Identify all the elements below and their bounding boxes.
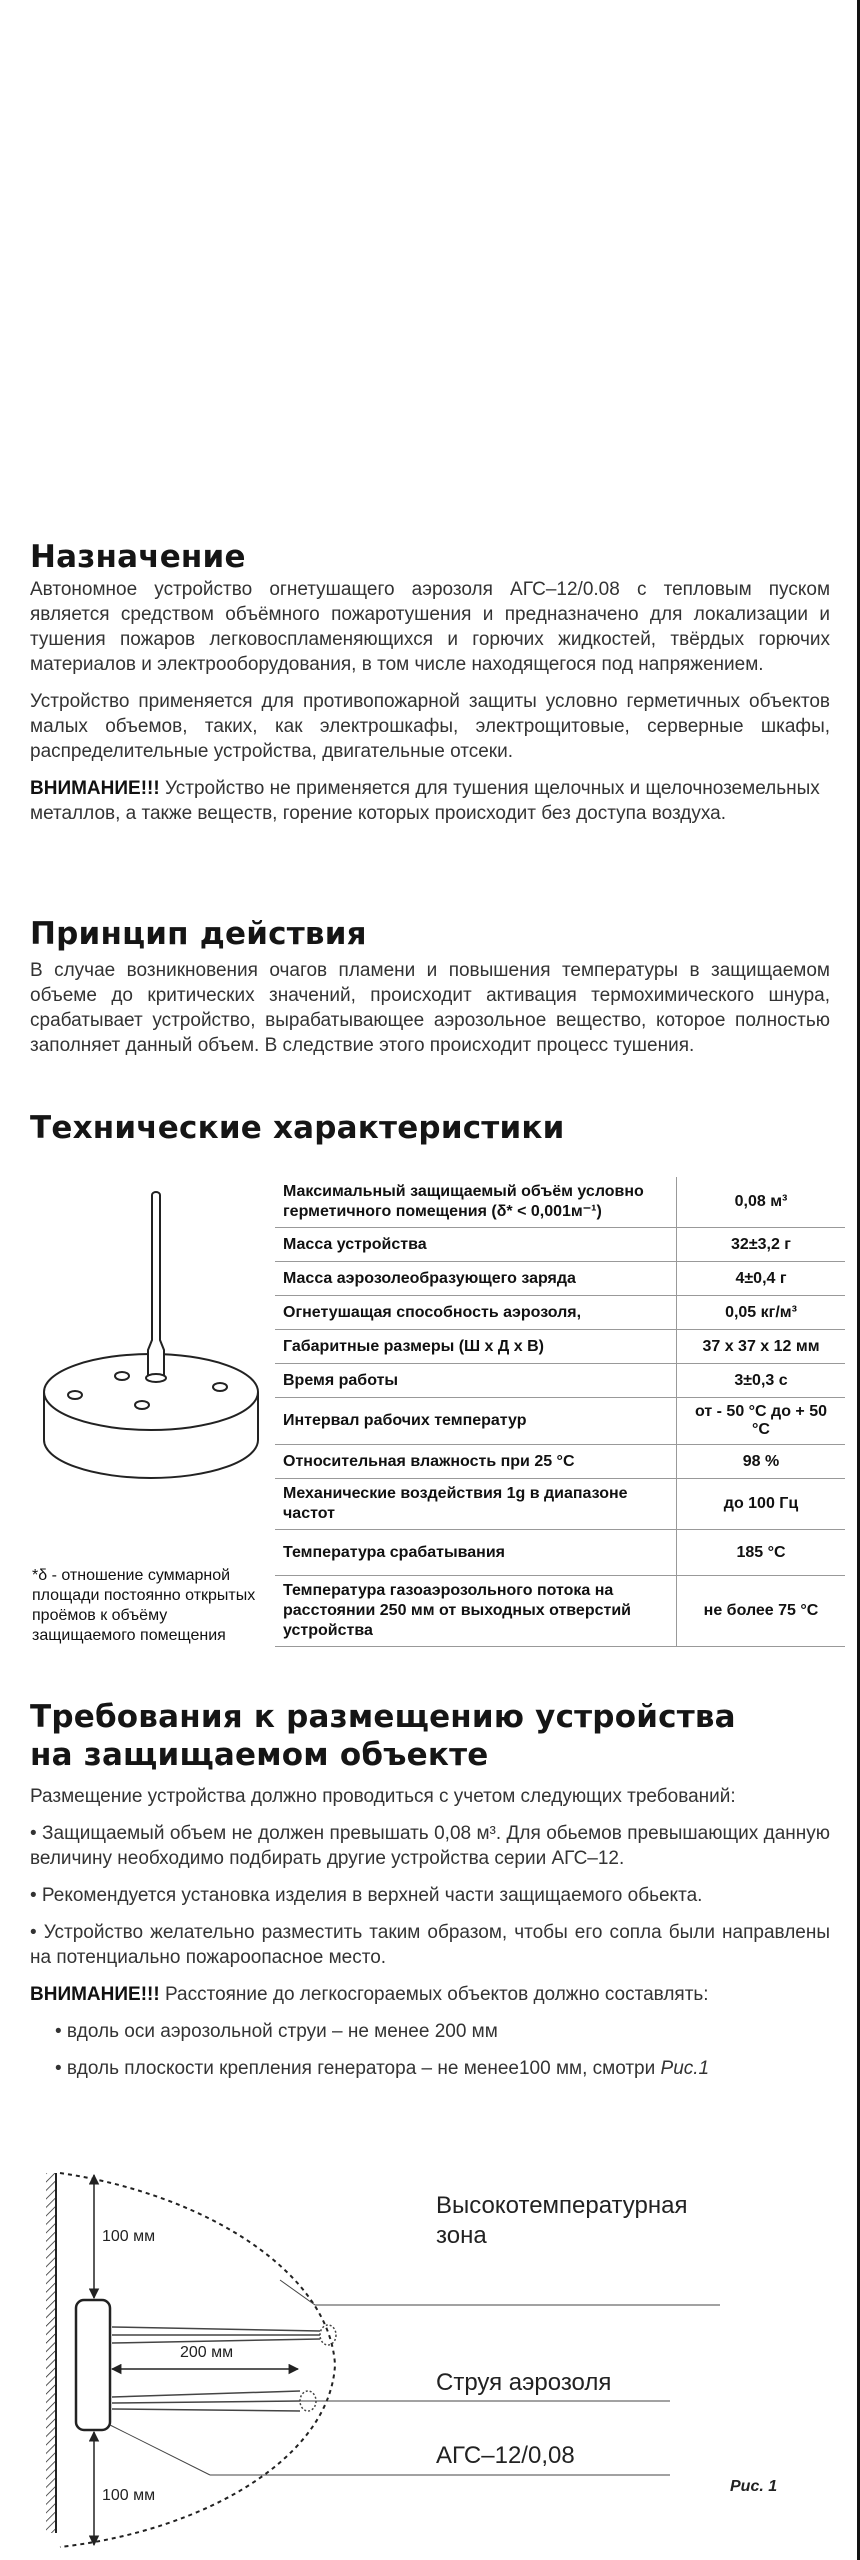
figure-caption: Рис. 1 bbox=[730, 2478, 778, 2495]
spec-value: 98 % bbox=[677, 1445, 846, 1479]
table-row bbox=[275, 1398, 845, 1445]
label-device: АГС–12/0,08 bbox=[436, 2442, 575, 2469]
list-item: • Рекомендуется установка изделия в верхней части защищаемого обьекта. bbox=[30, 1885, 703, 1906]
spec-name: Температура газоаэрозольного потока на расстоянии 250 мм от выходных отверстий устройства bbox=[275, 1576, 677, 1647]
table-row bbox=[275, 1530, 845, 1576]
section-specs bbox=[30, 1108, 830, 1148]
table-row bbox=[275, 1262, 845, 1296]
warning-paragraph bbox=[30, 776, 830, 826]
device-illustration bbox=[30, 1180, 270, 1620]
dimension-bottom: 100 мм bbox=[102, 2487, 156, 2504]
spec-name: Огнетушащая способность аэрозоля, bbox=[275, 1296, 677, 1330]
specs-table bbox=[275, 1177, 845, 1647]
spec-value: до 100 Гц bbox=[677, 1479, 846, 1530]
spec-value: 0,08 м³ bbox=[677, 1177, 846, 1228]
spec-name: Максимальный защищаемый объём условно герметичного помещения (δ* < 0,001м⁻¹) bbox=[275, 1177, 677, 1228]
paragraph: Устройство применяется для противопожарной защиты условно герметичных объектов малых объемов, таких, как электрошкафы, электрощитовые, серверные шкафы, распределительные устройства, двигательные отсеки. bbox=[30, 691, 830, 762]
label-high-temp-zone-line1: Высокотемпературная bbox=[436, 2192, 688, 2219]
list-item: • Защищаемый объем не должен превышать 0,08 м³. Для обьемов превышающих данную величину необходимо подбирать другие устройства серии АГС–12. bbox=[30, 1823, 830, 1869]
spec-value: от - 50 °С до + 50 °С bbox=[677, 1398, 846, 1445]
warning-text: Расстояние до легкосгораемых объектов должно составлять: bbox=[159, 1984, 709, 2005]
table-row bbox=[275, 1228, 845, 1262]
sub-list-text: • вдоль плоскости крепления генератора – не менее100 мм, смотри bbox=[55, 2058, 661, 2079]
spec-value: 32±3,2 г bbox=[677, 1228, 846, 1262]
section-principle bbox=[30, 914, 830, 1058]
spec-name: Габаритные размеры (Ш х Д х В) bbox=[275, 1330, 677, 1364]
sub-list-item: • вдоль оси аэрозольной струи – не менее 200 мм bbox=[55, 2021, 498, 2042]
spec-value: не более 75 °С bbox=[677, 1576, 846, 1647]
spec-name: Относительная влажность при 25 °С bbox=[275, 1445, 677, 1479]
table-row bbox=[275, 1479, 845, 1530]
spec-value: 185 °С bbox=[677, 1530, 846, 1576]
spec-name: Масса аэрозолеобразующего заряда bbox=[275, 1262, 677, 1296]
spec-value: 4±0,4 г bbox=[677, 1262, 846, 1296]
section-title-line1: Требования к размещению устройства bbox=[30, 1699, 736, 1735]
table-row bbox=[275, 1330, 845, 1364]
paragraph: В случае возникновения очагов пламени и повышения температуры в защищаемом объеме до критических значений, происходит активация термохимического шнура, срабатывает устройство, вырабатывающее аэрозольное вещество, которое полностью заполняет данный объем. В следствие этого происходит процесс тушения. bbox=[30, 960, 830, 1056]
table-row bbox=[275, 1445, 845, 1479]
section-title: Принцип действия bbox=[30, 916, 367, 952]
table-row bbox=[275, 1296, 845, 1330]
spec-value: 0,05 кг/м³ bbox=[677, 1296, 846, 1330]
section-title: Назначение bbox=[30, 539, 246, 575]
spec-name: Интервал рабочих температур bbox=[275, 1398, 677, 1445]
label-aerosol-jet: Струя аэрозоля bbox=[436, 2369, 612, 2396]
section-title: Технические характеристики bbox=[30, 1110, 565, 1146]
spec-name: Время работы bbox=[275, 1364, 677, 1398]
label-high-temp-zone-line2: зона bbox=[436, 2222, 487, 2249]
spec-value: 37 х 37 х 12 мм bbox=[677, 1330, 846, 1364]
paragraph: Автономное устройство огнетушащего аэрозоля АГС–12/0.08 с тепловым пуском является средством объёмного пожаротушения и предназначено для локализации и тушения пожаров легковоспламеняющихся и горючих жидкостей, твёрдых горючих материалов и электрооборудования, в том числе находящегося под напряжением. bbox=[30, 579, 830, 675]
dimension-middle: 200 мм bbox=[180, 2344, 234, 2361]
warning-label: ВНИМАНИЕ!!! bbox=[30, 1984, 160, 2005]
table-row bbox=[275, 1364, 845, 1398]
paragraph: Размещение устройства должно проводиться с учетом следующих требований: bbox=[30, 1786, 736, 1807]
table-row bbox=[275, 1177, 845, 1228]
spec-name: Масса устройства bbox=[275, 1228, 677, 1262]
spec-name: Механические воздействия 1g в диапазоне частот bbox=[275, 1479, 677, 1530]
sub-list-item bbox=[30, 2056, 830, 2081]
table-row bbox=[275, 1576, 845, 1647]
dimension-top: 100 мм bbox=[102, 2228, 156, 2245]
section-title-line2: на защищаемом объекте bbox=[30, 1737, 489, 1773]
specs-footnote: *δ - отношение суммарной площади постоянно открытых проёмов к объёму защищаемого помещения bbox=[32, 1567, 256, 1644]
warning-label: ВНИМАНИЕ!!! bbox=[30, 778, 160, 799]
spec-name: Температура срабатывания bbox=[275, 1530, 677, 1576]
section-purpose bbox=[30, 537, 830, 826]
list-item: • Устройство желательно разместить таким образом, чтобы его сопла были направлены на потенциально пожароопасное место. bbox=[30, 1922, 830, 1968]
warning-text: Устройство не применяется для тушения щелочных и щелочноземельных металлов, а также веществ, горение которых происходит без доступа воздуха. bbox=[30, 778, 820, 824]
warning-paragraph bbox=[30, 1982, 830, 2007]
section-placement bbox=[30, 1698, 830, 2081]
figure-reference: Рис.1 bbox=[660, 2058, 710, 2079]
spec-value: 3±0,3 с bbox=[677, 1364, 846, 1398]
